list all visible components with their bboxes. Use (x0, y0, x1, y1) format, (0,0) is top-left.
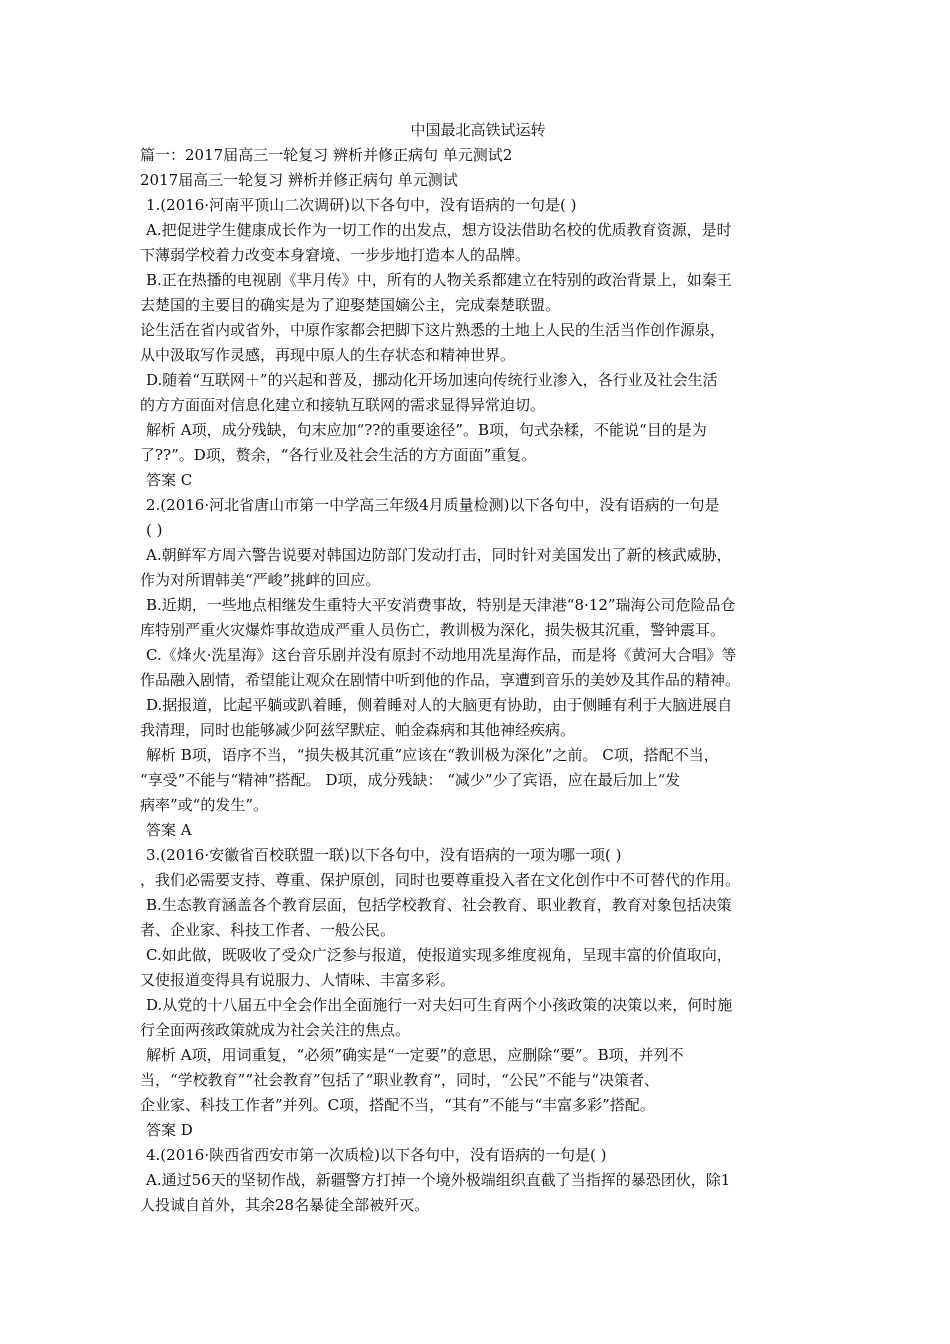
answer-line: 答案 D (146, 1121, 193, 1139)
text-line: C.如此做，既吸收了受众广泛参与报道，使报道实现多维度视角，呈现丰富的价值取向， (146, 946, 732, 964)
text-line: 了??”。D项，赘余，“各行业及社会生活的方方面面”重复。 (140, 446, 537, 464)
text-line: D.随着“互联网＋”的兴起和普及，挪动化开场加速向传统行业渗入，各行业及社会生活 (146, 371, 718, 389)
text-line: A.朝鲜军方周六警告说要对韩国边防部门发动打击，同时针对美国发出了新的核武威胁， (146, 546, 732, 564)
text-line: 1.(2016·河南平顶山二次调研)以下各句中，没有语病的一句是( ) (146, 196, 577, 214)
text-line: 论生活在省内或省外，中原作家都会把脚下这片熟悉的土地上人民的生活当作创作源泉， (140, 321, 726, 339)
text-line: D.据报道，比起平躺或趴着睡，侧着睡对人的大脑更有协助，由于侧睡有利于大脑进展自 (146, 696, 733, 714)
text-line: 当，“学校教育”“社会教育”包括了“职业教育”，同时，“公民”不能与“决策者、 (140, 1071, 660, 1089)
text-line: ( ) (146, 521, 163, 539)
answer-line: 答案 A (146, 821, 192, 839)
text-line: 又使报道变得具有说服力、人情味、丰富多彩。 (140, 971, 456, 989)
text-line: 2017届高三一轮复习 辨析并修正病句 单元测试 (140, 171, 458, 189)
text-line: 4.(2016·陕西省西安市第一次质检)以下各句中，没有语病的一句是( ) (146, 1146, 607, 1164)
text-line: B.近期，一些地点相继发生重特大平安消费事故，特别是天津港“8·12”瑞海公司危险品仓 (146, 596, 736, 614)
text-line: 人投诚自首外，其余28名暴徒全部被歼灭。 (140, 1196, 430, 1214)
text-line: 篇一：2017届高三一轮复习 辨析并修正病句 单元测试2 (140, 146, 513, 164)
text-line: 库特别严重火灾爆炸事故造成严重人员伤亡，教训极为深化，损失极其沉重，警钟震耳。 (140, 621, 726, 639)
text-line: 去楚国的主要目的确实是为了迎娶楚国嫡公主，完成秦楚联盟。 (140, 296, 561, 314)
document-page (140, 118, 816, 1218)
text-line: 我清理，同时也能够减少阿兹罕默症、帕金森病和其他神经疾病。 (140, 721, 576, 739)
text-line: 病率”或“的发生”。 (140, 796, 269, 814)
text-line: C.《烽火·洗星海》这台音乐剧并没有原封不动地用冼星海作品，而是将《黄河大合唱》等 (146, 646, 737, 664)
answer-line: 答案 C (146, 471, 193, 489)
text-line: 解析 B项，语序不当，“损失极其沉重”应该在“教训极为深化”之前。 C项，搭配不当， (146, 746, 719, 764)
text-line: 3.(2016·安徽省百校联盟一联)以下各句中，没有语病的一项为哪一项( ) (146, 846, 622, 864)
document-body (140, 143, 816, 1218)
text-line: 企业家、科技工作者”并列。C项，搭配不当，“其有”不能与“丰富多彩”搭配。 (140, 1096, 655, 1114)
text-line: D.从党的十八届五中全会作出全面施行一对夫妇可生育两个小孩政策的决策以来，何时施 (146, 996, 733, 1014)
text-line: 下薄弱学校着力改变本身窘境、一步步地打造本人的品牌。 (140, 246, 531, 264)
text-line: 的方方面面对信息化建立和接轨互联网的需求显得异常迫切。 (140, 396, 546, 414)
text-line: 解析 A项，用词重复，“必须”确实是“一定要”的意思，应删除“要”。B项，并列不 (146, 1046, 684, 1064)
text-line: A.通过56天的坚韧作战，新疆警方打掉一个境外极端组织直截了当指挥的暴恐团伙，除1 (146, 1171, 731, 1189)
text-line: 2.(2016·河北省唐山市第一中学高三年级4月质量检测)以下各句中，没有语病的一句是 (146, 496, 720, 514)
text-line: B.正在热播的电视剧《芈月传》中，所有的人物关系都建立在特别的政治背景上，如秦王 (146, 271, 732, 289)
document-title: 中国最北高铁试运转 (410, 121, 546, 139)
text-line: 行全面两孩政策就成为社会关注的焦点。 (140, 1021, 411, 1039)
text-line: ，我们必需要支持、尊重、保护原创，同时也要尊重投入者在文化创作中不可替代的作用。 (140, 871, 741, 889)
text-line: B.生态教育涵盖各个教育层面，包括学校教育、社会教育、职业教育，教育对象包括决策 (146, 896, 732, 914)
text-line: 作品融入剧情，希望能让观众在剧情中听到他的作品，享遭到音乐的美妙及其作品的精神。 (140, 671, 741, 689)
text-line: 作为对所谓韩美“严峻”挑衅的回应。 (140, 571, 381, 589)
text-line: 者、企业家、科技工作者、一般公民。 (140, 921, 396, 939)
text-line: A.把促进学生健康成长作为一切工作的出发点，想方设法借助名校的优质教育资源，是时 (146, 221, 732, 239)
text-line: 解析 A项，成分残缺，句末应加“??的重要途径”。B项，句式杂糅，不能说“目的是为 (146, 421, 707, 439)
text-line: “享受”不能与“精神”搭配。 D项，成分残缺： “减少”少了宾语，应在最后加上“发 (140, 771, 681, 789)
text-line: 从中汲取写作灵感，再现中原人的生存状态和精神世界。 (140, 346, 516, 364)
